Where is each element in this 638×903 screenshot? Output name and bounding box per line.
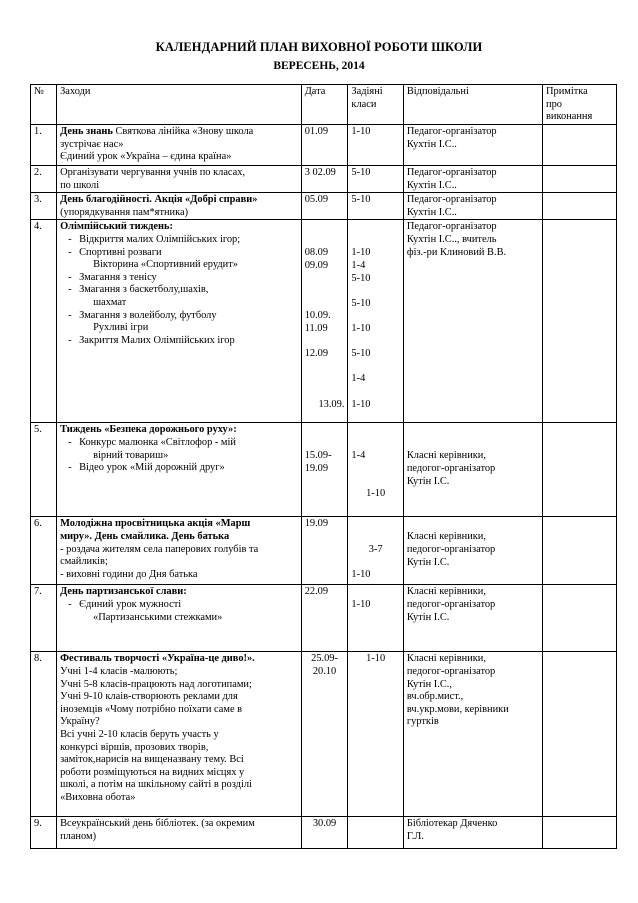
table-row [31,423,617,517]
classes-line: 5-10 [351,348,371,360]
responsible-line: Кутін І.С. [406,556,450,568]
row-responsible [403,423,542,517]
event-line: Єдиний урок «Україна – єдина країна» [60,151,232,163]
row-responsible [403,517,542,585]
classes-spacer [351,518,399,531]
page-subtitle: ВЕРЕСЕНЬ, 2014 [273,60,365,72]
responsible-line: Кухтін І.С.. [406,179,457,191]
responsible-line: гуртків [406,716,439,728]
responsible-line: Класні керівники, [406,653,486,665]
header-classes-line: класи [351,98,377,110]
event-title: Олімпійський тиждень: [60,221,173,233]
row-date: 01.09 [301,125,348,166]
event-line: заміток,нарисів на вищеназвану тему. Всі [60,754,244,766]
table-row [31,517,617,585]
event-item: - Відкриття малих Олімпійських ігор; [60,234,298,247]
table-row [31,652,617,817]
event-line: роботи розміщуються на видних місцях у [60,766,245,778]
date-line: 11.09 [304,322,328,334]
row-date: 05.09 [301,193,348,220]
classes-line: 3-7 [368,543,383,555]
row-note [543,193,617,220]
responsible-line: фіз.-ри Клиновий В.В. [406,246,507,258]
responsible-line: Класні керівники, [406,450,486,462]
responsible-line: Кутін І.С. [406,611,450,623]
classes-line: 1-10 [351,599,371,611]
date-spacer [305,285,345,298]
header-classes-line: Задіяні [351,86,383,97]
row-responsible [403,817,542,849]
responsible-line: Кутін І.С. [406,475,450,487]
responsible-line: вч.укр.мови, керівники [406,703,509,715]
row-classes [348,517,403,585]
event-line: (упорядкування пам*ятника) [60,206,189,218]
row-event [57,517,302,585]
event-title: Молодіжна просвітницька акція «Марш [60,518,251,530]
classes-spacer [351,531,399,544]
event-line: - виховні години до Дня батька [60,568,198,580]
row-date [301,220,348,423]
row-classes [348,652,403,817]
header-events: Заходи [57,85,302,125]
row-note [543,817,617,849]
responsible-line: Кухтін І.С.. [406,138,457,150]
event-line: конкурсі віршів, прозових творів, [60,741,209,753]
date-spacer [305,298,345,311]
classes-line: 5-10 [351,297,371,309]
responsible-line: педогог-організатор [406,665,496,677]
table-row [31,125,617,166]
date-spacer [305,273,345,286]
date-line: 10.09. [304,310,331,322]
row-event [57,817,302,849]
event-line: іноземців «Чому потрібно поїхати саме в [60,703,243,715]
responsible-line: педогог-організатор [406,598,496,610]
classes-spacer [351,310,399,323]
responsible-line: Кухтін І.С.., вчитель [406,233,497,245]
event-item: - Змагання з волейболу, футболу [60,310,298,323]
row-num: 2. [31,166,57,193]
event-title: День партизанської слави: [60,586,187,598]
event-line: планом) [60,830,97,842]
row-responsible [403,193,542,220]
row-num: 9. [31,817,57,849]
row-date: 19.09 [301,517,348,585]
classes-line: 1-10 [351,322,371,334]
classes-spacer [351,361,399,374]
event-title: Тиждень «Безпека дорожнього руху»: [60,424,237,436]
classes-spacer [351,285,399,298]
header-classes [348,85,403,125]
responsible-line: Педагог-організатор [406,194,497,206]
row-date [301,817,348,849]
responsible-line: Г.Л. [406,830,424,842]
row-event [57,423,302,517]
event-title: День благодійності. Акція «Добрі справи» [60,194,258,206]
row-num: 5. [31,423,57,517]
date-spacer [305,336,345,349]
responsible-line: Класні керівники, [406,586,486,598]
event-item-cont: шахмат [93,296,127,308]
classes-line: 1-4 [351,450,366,462]
row-note [543,125,617,166]
page-title: КАЛЕНДАРНИЙ ПЛАН ВИХОВНОЇ РОБОТИ ШКОЛИ [155,40,483,54]
row-date [301,423,348,517]
row-num: 7. [31,585,57,652]
header-date: Дата [301,85,348,125]
date-spacer [305,373,345,386]
event-line: Всі учні 2-10 класів беруть участь у [60,728,219,740]
event-item: - Конкурс малюнка «Світлофор - мій [60,437,298,450]
event-item-cont: «Партизанськими стежками» [93,611,223,623]
classes-spacer [351,386,399,399]
responsible-line: Кутін І.С., [406,678,452,690]
plan-table [30,84,617,849]
date-spacer [305,386,345,399]
classes-spacer [351,463,399,476]
event-line: «Виховна обота» [60,791,136,803]
row-responsible [403,220,542,423]
classes-line: 1-10 [351,568,371,580]
event-line: Організувати чергування учнів по класах, [60,167,246,178]
row-event [57,585,302,652]
row-event [57,193,302,220]
row-classes: 5-10 [348,166,403,193]
header-note-line: виконання [546,111,593,123]
event-item: - Спортивні розваги [60,247,298,260]
event-line: - роздача жителям села паперових голубів та [60,543,259,555]
classes-spacer [351,556,399,569]
row-num: 6. [31,517,57,585]
row-note [543,423,617,517]
row-responsible [403,585,542,652]
row-note [543,517,617,585]
row-note [543,652,617,817]
row-responsible [403,125,542,166]
row-responsible [403,166,542,193]
row-event [57,220,302,423]
classes-line: 1-10 [351,247,371,259]
date-line: 08.09 [304,247,329,259]
date-line: 25.09- [311,653,338,665]
classes-line: 5-10 [351,272,371,284]
table-row [31,585,617,652]
event-line: Всеукраїнський день бібліотек. (за окремим [60,818,255,830]
responsible-line: педогог-організатор [406,462,496,474]
responsible-line: вч.обр.мист., [406,691,464,703]
row-classes [348,423,403,517]
event-item-cont: Рухливі ігри [93,322,149,334]
responsible-line: Кухтін І.С.. [406,206,457,218]
date-line: 20.10 [312,665,337,677]
row-classes [348,220,403,423]
table-row [31,193,617,220]
responsible-line: Педагог-організатор [406,126,497,137]
event-line: школі, а потім на шкільному сайті в розділі [60,779,252,791]
event-item: - Відео урок «Мій дорожній друг» [60,462,298,475]
header-note-line: Примітка [546,86,588,97]
event-title: День знань [60,126,113,137]
event-item-cont: Вікторина «Спортивний ерудит» [93,259,238,271]
date-line: 30.09 [312,818,337,830]
event-text: Святкова лінійка «Знову школа [112,126,254,137]
table-row [31,166,617,193]
header-num: № [31,85,57,125]
row-classes: 1-10 [348,125,403,166]
event-line: смайликів; [60,556,108,568]
event-item: - Закриття Малих Олімпійських ігор [60,335,298,348]
row-classes [348,817,403,849]
row-classes: 5-10 [348,193,403,220]
row-num: 1. [31,125,57,166]
row-num: 3. [31,193,57,220]
row-note [543,585,617,652]
classes-line: 1-4 [351,373,366,385]
event-line: Учні 9-10 клаів-створюють реклами для [60,691,238,703]
date-spacer [305,361,345,374]
date-line: 12.09 [304,348,329,360]
row-num: 8. [31,652,57,817]
row-note [543,166,617,193]
classes-spacer [351,336,399,349]
responsible-line: Бібліотекар Дяченко [406,818,498,830]
event-line: Учні 1-4 класів -малюють; [60,665,178,677]
event-line [60,126,298,139]
row-responsible [403,652,542,817]
responsible-line: Педагог-організатор [406,167,497,178]
event-title: миру». День смайлика. День батька [60,530,230,542]
event-line: зустрічає нас» [60,138,124,150]
table-row [31,220,617,423]
row-event [57,125,302,166]
table-row [31,817,617,849]
date-line: 09.09 [304,259,329,271]
date-line: 19.09 [304,462,329,474]
row-num: 4. [31,220,57,423]
classes-line: 1-10 [366,653,386,665]
responsible-line: педогог-організатор [406,543,496,555]
event-item: - Єдиний урок мужності [60,599,298,612]
classes-line: 1-10 [351,398,371,410]
table-header-row [31,85,617,125]
responsible-line: Класні керівники, [406,531,486,543]
row-date: 22.09 [301,585,348,652]
event-line: по школі [60,179,100,191]
header-note [543,85,617,125]
event-item-cont: вірний товариш» [93,449,169,461]
classes-line: 1-4 [351,259,366,271]
date-line: 15.09- [304,450,332,462]
row-classes [348,585,403,652]
row-event [57,652,302,817]
responsible-line: Педагог-організатор [406,221,497,233]
date-line: 13.09. [318,398,345,410]
row-note [543,220,617,423]
classes-spacer [351,476,399,489]
event-line: Україну? [60,716,100,728]
row-date: 3 02.09 [301,166,348,193]
event-line: Учні 5-8 класів-працюють над логотипами; [60,678,252,690]
classes-line: 1-10 [366,488,386,500]
event-item: - Змагання з тенісу [60,272,298,285]
row-date [301,652,348,817]
header-note-line: про [546,98,562,110]
event-title: Фестиваль творчості «Україна-це диво!». [60,653,255,665]
row-event [57,166,302,193]
event-item: - Змагання з баскетболу,шахів, [60,284,298,297]
header-responsible: Відповідальні [403,85,542,125]
